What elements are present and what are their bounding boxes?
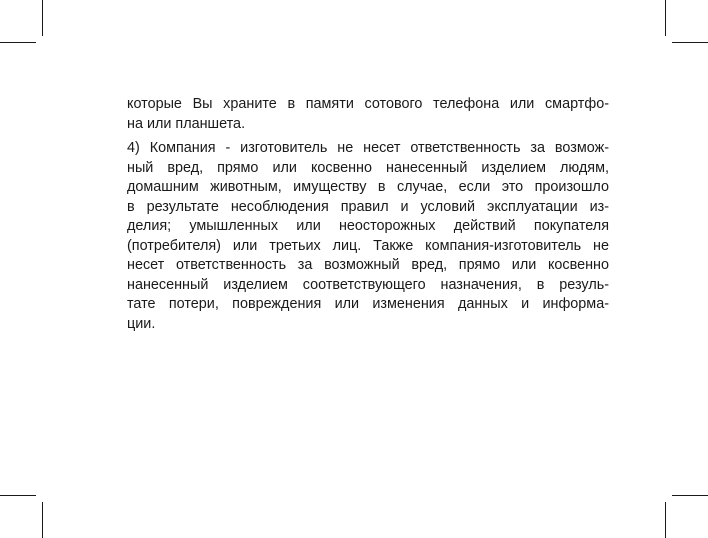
text-line: нанесенный изделием соответствующего назначения, в резуль- [127, 276, 609, 293]
text-line: тате потери, повреждения или изменения данных и информа- [127, 296, 609, 312]
crop-mark-top-left-horizontal [0, 42, 36, 43]
text-line: ный вред, прямо или косвенно нанесенный изделием людям, [127, 159, 609, 176]
crop-mark-bottom-right-horizontal [672, 495, 708, 496]
crop-mark-bottom-left-horizontal [0, 495, 36, 496]
text-line: ции. [127, 315, 156, 332]
crop-mark-bottom-right-vertical [665, 502, 666, 538]
text-line: домашним животным, имуществу в случае, если это произошло [127, 179, 609, 195]
crop-mark-top-left-vertical [42, 0, 43, 36]
paragraph-continuation [127, 95, 609, 134]
text-line: на или планшета. [127, 115, 246, 132]
text-line: несет ответственность за возможный вред, прямо или косвенно [127, 257, 609, 273]
crop-mark-top-right-vertical [665, 0, 666, 36]
document-text-block [127, 95, 609, 334]
text-line: делия; умышленных или неосторожных действий покупателя [127, 218, 609, 234]
crop-mark-top-right-horizontal [672, 42, 708, 43]
crop-mark-bottom-left-vertical [42, 502, 43, 538]
text-line: 4) Компания - изготовитель не несет ответственность за возмож- [127, 140, 609, 156]
text-line: которые Вы храните в памяти сотового телефона или смартфо- [127, 96, 609, 112]
text-line: (потребителя) или третьих лиц. Также компания-изготовитель не [127, 237, 609, 254]
paragraph-item-4 [127, 139, 609, 334]
text-line: в результате несоблюдения правил и условий эксплуатации из- [127, 198, 609, 215]
